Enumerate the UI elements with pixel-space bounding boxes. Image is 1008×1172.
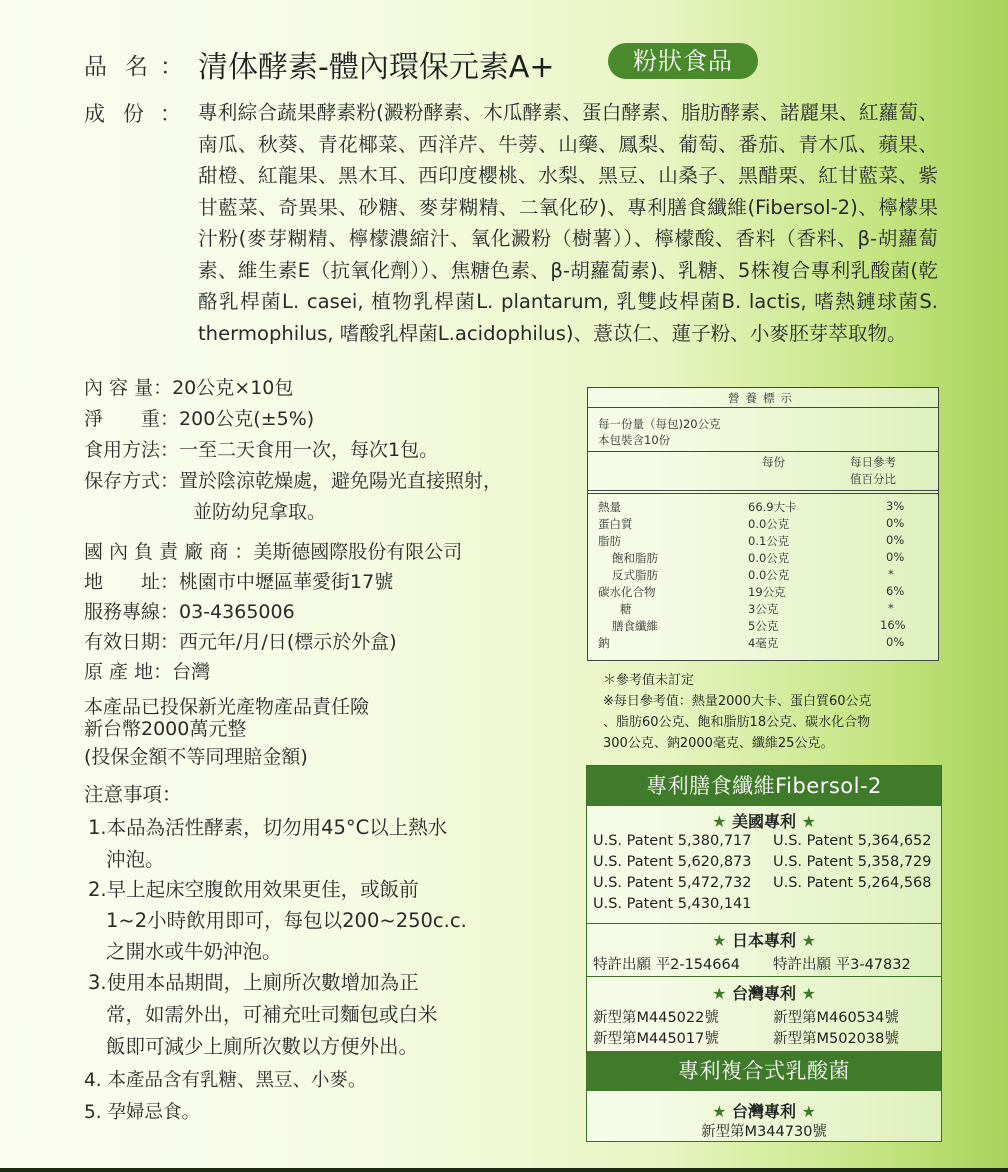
insurance-line-1: 本產品已投保新光產物產品責任險 [84,696,370,718]
nutrition-row-dv: 0% [886,516,905,530]
spec-storage [84,466,502,493]
us-patent-heading [587,809,941,832]
nutrition-note-4: 300公克、鈉2000毫克、纖維25公克。 [603,736,834,751]
patent-item: 新型第M502038號 [773,1031,899,1047]
nutrition-row-dv: 0% [886,533,905,547]
nutrition-row-per: 0.1公克 [748,534,790,548]
nutrition-row-name: 脂肪 [598,534,621,548]
nutrition-row-per: 0.0公克 [748,568,790,582]
star-icon: ★ [801,984,816,1003]
fiber-patent-title: 專利膳食纖維Fibersol-2 [587,766,941,806]
nutrition-note-3: 、脂肪60公克、飽和脂肪18公克、碳水化合物 [603,715,871,730]
insurance-line-2: 新台幣2000萬元整 [84,718,247,740]
tw-patent-heading [587,981,941,1004]
patent-item: U.S. Patent 5,430,141 [593,896,752,912]
star-icon: ★ [801,812,816,831]
spec-label: 食用方法： [84,439,180,461]
spec-expiry [84,627,397,654]
star-icon: ★ [712,984,727,1003]
spec-origin [84,657,210,684]
nutrition-row-dv: 0% [886,635,905,649]
patent-item: U.S. Patent 5,364,652 [773,833,932,849]
patent-item: 新型第M445017號 [593,1031,719,1047]
spec-value: 20公克×10包 [172,377,294,399]
nutrition-row-name: 熱量 [598,500,621,514]
spec-value: 桃園市中壢區華愛街17號 [179,571,394,593]
nutrition-row-dv: 0% [886,550,905,564]
product-name-label: 品名 [84,54,166,80]
star-icon: ★ [801,1102,816,1121]
us-patent-title: 美國專利 [731,812,796,831]
nutrition-row-name: 膳食纖維 [612,619,658,633]
patent-item: U.S. Patent 5,380,717 [593,833,752,849]
spec-label: 有效日期： [84,631,180,653]
nutrition-row-per: 66.9大卡 [748,500,797,514]
nutrition-note-1: ＊參考值未訂定 [603,673,695,688]
note-3a: 3.使用本品期間，上廁所次數增加為正 [88,971,419,994]
patent-item: 新型第M344730號 [701,1124,827,1140]
spec-label: 服務專線： [84,601,180,623]
tw2-patent-heading [587,1099,941,1122]
note-5: 5. 孕婦忌食。 [84,1102,201,1123]
notes-title: 注意事項： [84,783,182,806]
product-title: 清体酵素-體內環保元素A+ [198,50,555,85]
note-2b: 1~2小時飲用即可，每包以200~250c.c. [106,909,467,932]
nutrition-note-2: ※每日參考值：熱量2000大卡、蛋白質60公克 [603,694,872,709]
spec-phone [84,597,295,624]
nutrition-row-dv: 3% [886,499,905,513]
spec-label: 原 產 地： [84,661,173,683]
patent-item: 新型第M445022號 [593,1010,719,1026]
tw2-patent-title: 台灣專利 [731,1102,796,1121]
nutrition-row-name: 碳水化合物 [598,585,656,599]
product-type-badge: 粉狀食品 [608,43,758,79]
note-3b: 常，如需外出，可補充吐司麵包或白米 [106,1003,438,1026]
nutrition-row-dv: 6% [886,584,905,598]
bottom-border [0,1168,1008,1172]
nutrition-row-per: 5公克 [748,619,779,633]
spec-value: 美斯德國際股份有限公司 [253,541,463,563]
nutrition-row-per: 0.0公克 [748,517,790,531]
note-3c: 飯即可減少上廁所次數以方便外出。 [106,1035,419,1058]
nutrition-row-per: 3公克 [748,602,779,616]
tw-patent-title: 台灣專利 [731,984,796,1003]
patent-item: 新型第M460534號 [773,1010,899,1026]
nutrition-row-per: 4毫克 [748,636,779,650]
spec-value: 台灣 [172,661,211,683]
jp-patent-title: 日本專利 [731,931,796,950]
spec-value: 西元年/月/日(標示於外盒) [179,631,397,653]
spec-value: 置於陰涼乾燥處，避免陽光直接照射， [179,470,503,492]
spec-maker [84,537,462,564]
nutrition-row-name: 飽和脂肪 [612,551,658,565]
product-name-colon: ： [160,54,183,80]
lactic-patent-title: 專利複合式乳酸菌 [587,1051,941,1091]
nutrition-row-dv: 16% [880,618,906,632]
spec-address [84,567,393,594]
spec-label: 保存方式： [84,470,180,492]
spec-label: 淨 重： [84,408,180,430]
spec-net-weight [84,404,314,431]
nutrition-col-per: 每份 [762,455,785,469]
nutrition-row-name: 鈉 [598,636,610,650]
ingredients-label: 成份 [84,102,162,126]
nutrition-facts-table [587,387,939,661]
spec-label: 地 址： [84,571,180,593]
spec-usage [84,435,438,462]
nutrition-row-dv: * [888,601,894,615]
note-2c: 之開水或牛奶沖泡。 [106,940,282,963]
nutrition-serving: 每一份量（每包)20公克 [598,417,721,431]
ingredients-colon: ： [160,102,181,126]
nutrition-row-dv: * [888,567,894,581]
patent-item: U.S. Patent 5,472,732 [593,875,752,891]
nutrition-col-dv-1: 每日參考 [850,455,896,469]
nutrition-row-per: 19公克 [748,585,786,599]
note-2a: 2.早上起床空腹飲用效果更佳，或飯前 [88,878,419,901]
insurance-line-3: (投保金額不等同理賠金額) [84,746,308,768]
spec-value: 03-4365006 [179,601,295,623]
patent-item: 特許出願 平2-154664 [593,957,740,973]
star-icon: ★ [712,1102,727,1121]
spec-value: 200公克(±5%) [179,408,315,430]
nutrition-col-dv-2: 值百分比 [850,472,896,486]
nutrition-servings: 本包裝含10份 [598,433,671,447]
patents-box [586,765,942,1142]
spec-storage-cont: 並防幼兒拿取。 [193,501,327,523]
spec-content [84,373,293,400]
star-icon: ★ [712,812,727,831]
nutrition-row-name: 反式脂肪 [612,568,658,582]
patent-item: U.S. Patent 5,264,568 [773,875,932,891]
spec-label: 內 容 量： [84,377,173,399]
nutrition-row-name: 糖 [620,602,632,616]
note-1a: 1.本品為活性酵素，切勿用45°C以上熱水 [88,816,448,839]
star-icon: ★ [712,931,727,950]
star-icon: ★ [801,931,816,950]
ingredients-text: 專利綜合蔬果酵素粉(澱粉酵素、木瓜酵素、蛋白酵素、脂肪酵素、諾麗果、紅蘿蔔、南瓜、秋葵、青花椰菜、西洋芹、牛蒡、山藥、鳳梨、葡萄、番茄、青木瓜、蘋果、甜橙、紅龍果、黑木耳、西印度櫻桃、水梨、黑豆、山桑子、黑醋栗、紅甘藍菜、紫甘藍菜、奇異果、砂糖、麥芽糊精、二氧化矽)、專利膳食纖維(Fibersol-2)、檸檬果汁粉(麥芽糊精、檸檬濃縮汁、氧化澱粉（樹薯））、檸檬酸、香料（香料、β-胡蘿蔔素、維生素E（抗氧化劑））、焦糖色素、β-胡蘿蔔素)、乳糖、5株複合專利乳酸菌(乾酪乳桿菌L. casei, 植物乳桿菌L. plantarum, 乳雙歧桿菌B. lactis, 嗜熱鏈球菌S. thermophilus, 嗜酸乳桿菌L.acidophilus)、薏苡仁、蓮子粉、小麥胚芽萃取物。 [198,101,938,345]
jp-patent-heading [587,928,941,951]
nutrition-title: 營養標示 [588,388,938,408]
nutrition-row-per: 0.0公克 [748,551,790,565]
nutrition-row-name: 蛋白質 [598,517,633,531]
spec-label: 國 內 負 責 廠 商 ： [84,541,254,563]
patent-item: U.S. Patent 5,620,873 [593,854,752,870]
note-1b: 沖泡。 [106,848,165,871]
spec-value: 一至二天食用一次，每次1包。 [179,439,439,461]
patent-item: 特許出願 平3-47832 [773,957,911,973]
note-4: 4. 本產品含有乳糖、黑豆、小麥。 [84,1070,367,1091]
patent-item: U.S. Patent 5,358,729 [773,854,932,870]
